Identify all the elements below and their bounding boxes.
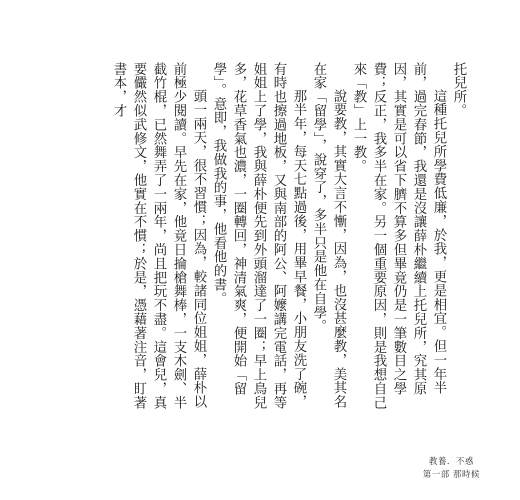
paragraph-5: 頭一兩天，很不習慣；因為，較諸同位姐姐，薛朴以前極少閱讀。早先在家，他竟日掄槍舞棒，一支木劍、半截竹棍，已然舞弄了一兩年，尚且把玩不盡。這會兒，真要儼然似武修文，他實在不慣；於是，憑藉著注音，盯著書本，才 [111, 62, 206, 410]
paragraph-2: 這種托兒所學費低廉，於我，更是相宜。但一年半前，過完春節，我還是沒讓薛朴繼續上托兒所，究其原因，其實是可以省下臍不算多但畢竟仍是一筆數目之學費；反正，我多半在家。另一個重要原因，則是我想自己來「教」上一教。 [351, 62, 446, 410]
paragraph-1: 托兒所。 [451, 62, 466, 118]
footer-chapter-title: 第一部 那時候 [422, 470, 480, 480]
footer-book-title: 教養．不惑 [428, 457, 474, 467]
paragraph-4: 那半年，每天七點過後，用畢早餐，小朋友洗了碗，有時也擦過地板，又與南部的阿公、阿嬤講完電話，再等姐姐上了學，我與薛朴便先到外頭溜達了一圈；早上鳥兒多，花草香氣也濃，一圈轉回，神清氣爽，便開始「留學」。意即，我做我的事，他看他的書。 [211, 62, 306, 410]
vertical-text-block [108, 62, 468, 422]
paragraph-3: 說要教，其實大言不慚，因為，也沒甚麼教，美其名在家「留學」，說穿了，多半只是他在自學。 [311, 62, 346, 409]
page-footer [423, 457, 480, 480]
